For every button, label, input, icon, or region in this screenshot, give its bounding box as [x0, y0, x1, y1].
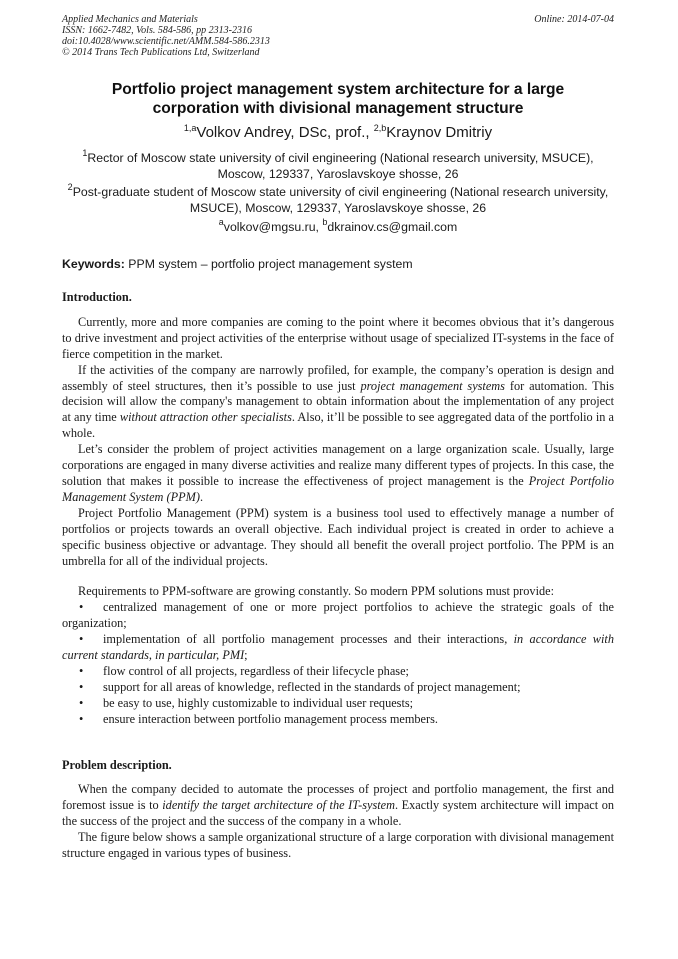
email-b[interactable]: dkrainov.cs@gmail.com: [327, 220, 458, 234]
affiliation-1: [62, 150, 614, 182]
intro-paragraph-4: Project Portfolio Management (PPM) system is a business tool used to effectively manage a number of portfolios or projects towards an overall objective. Each individual project is created in order to achieve a specific business objective or advantage. They should all benefit the overall project portfolio. The PPM is an umbrella for all of the individual projects.: [62, 505, 614, 568]
affiliation-2-superscript: 2: [67, 182, 73, 192]
journal-name: Applied Mechanics and Materials: [62, 14, 198, 25]
running-header: [62, 14, 614, 58]
section-heading-problem: Problem description.: [62, 757, 172, 772]
spacer: [62, 728, 614, 758]
affiliation-1-line-2: Moscow, 129337, Yaroslavskoye shosse, 26: [217, 167, 459, 181]
list-item: [62, 664, 614, 680]
author-2-superscript: 2,b: [373, 123, 387, 133]
list-item: [62, 632, 614, 664]
email-a[interactable]: volkov@mgsu.ru,: [223, 220, 323, 234]
title-line-1: Portfolio project management system architecture for a large: [111, 81, 565, 98]
email-a-superscript: a: [218, 217, 224, 227]
list-item: [62, 680, 614, 696]
affiliation-1-superscript: 1: [82, 148, 88, 158]
author-1-name: Volkov Andrey, DSc, prof.,: [196, 124, 374, 141]
problem-p1-italic: identify the target architecture of the IT-system: [162, 798, 396, 813]
intro-p3-text-b: .: [199, 489, 204, 504]
list-item-text: flow control of all projects, regardless of their lifecycle phase;: [103, 663, 409, 678]
list-item-italic: in accordance with current standards, in particular, PMI: [62, 632, 614, 663]
section-heading-introduction: Introduction.: [62, 290, 132, 304]
author-emails: [62, 219, 614, 235]
intro-paragraph-3: [62, 442, 614, 506]
affiliation-2-line-2: MSUCE), Moscow, 129337, Yaroslavskoye shosse, 26: [189, 201, 487, 215]
bullet-icon: •: [79, 695, 84, 710]
author-2-name: Kraynov Dmitriy: [386, 124, 493, 141]
requirements-intro: Requirements to PPM-software are growing constantly. So modern PPM solutions must provide:: [78, 584, 555, 599]
intro-paragraph-1: Currently, more and more companies are coming to the point where it becomes obvious that it’s dangerous to drive investment and project activities of the enterprise without usage of specialized IT-systems in the face of fierce competition in the market.: [62, 314, 614, 361]
spacer: [62, 569, 614, 584]
affiliation-2: [62, 184, 614, 216]
intro-p2-italic-1: project management systems: [360, 378, 505, 393]
problem-paragraph-1: [62, 782, 614, 830]
list-item: [62, 712, 614, 728]
author-list: [62, 124, 614, 142]
intro-p2-text-b: for automation. This decision will allow the company's management to obtain information about the implementation of any project at any time: [62, 378, 614, 425]
list-item-text: implementation of all portfolio management processes and their interactions,: [103, 632, 514, 647]
email-b-superscript: b: [322, 217, 328, 227]
keywords-text: PPM system – portfolio project management system: [124, 257, 413, 271]
problem-p1-text-b: . Exactly system architecture will impact on the success of the project and the success of the company in a whole.: [62, 798, 615, 829]
bullet-icon: •: [79, 679, 84, 694]
online-date: Online: 2014-07-04: [534, 14, 614, 25]
keywords-line: [62, 256, 614, 272]
doi: doi:10.4028/www.scientific.net/AMM.584-586.2313: [62, 36, 270, 47]
intro-p2-text-c: . Also, it’ll be possible to see aggregated data of the portfolio in a whole.: [62, 410, 614, 441]
problem-paragraph-2: The figure below shows a sample organizational structure of a large corporation with divisional management structure engaged in various types of business.: [62, 830, 614, 861]
intro-paragraph-2: [62, 363, 614, 443]
title-line-2: corporation with divisional management structure: [152, 100, 524, 117]
bullet-icon: •: [79, 632, 84, 647]
intro-p3-text-a: Let’s consider the problem of project activities management on a large organization scale. Usually, large corporations are engaged in many diverse activities and realize many different types of projects. In this case, the solution that makes it possible to increase the effectiveness of project management is the: [62, 442, 614, 488]
intro-p2-italic-2: without attraction other specialists: [119, 410, 292, 425]
copyright: © 2014 Trans Tech Publications Ltd, Switzerland: [62, 47, 260, 58]
list-item: [62, 600, 614, 632]
list-item-text: centralized management of one or more project portfolios to achieve the strategic goals of the organization;: [62, 600, 614, 631]
author-1-superscript: 1,a: [183, 123, 197, 133]
list-item-text: ensure interaction between portfolio management process members.: [103, 711, 438, 726]
list-item-text: support for all areas of knowledge, reflected in the standards of project management;: [103, 679, 521, 694]
intro-p2-text-a: If the activities of the company are narrowly profiled, for example, the company’s operation is design and assembly of steel structures, then it’s possible to use just: [62, 362, 614, 393]
list-item: [62, 696, 614, 712]
bullet-icon: •: [79, 663, 84, 678]
affiliation-2-line-1: Post-graduate student of Moscow state university of civil engineering (National research university,: [72, 185, 609, 199]
keywords-label: Keywords:: [62, 257, 125, 271]
paper-title: [62, 80, 614, 118]
list-item-text: ;: [244, 648, 248, 663]
bullet-icon: •: [79, 600, 84, 615]
list-item-text: be easy to use, highly customizable to individual user requests;: [103, 695, 414, 710]
issn: ISSN: 1662-7482, Vols. 584-586, pp 2313-2316: [62, 25, 252, 36]
problem-p1-text-a: When the company decided to automate the processes of project and portfolio management, the first and foremost issue is to: [62, 782, 614, 813]
affiliation-1-line-1: Rector of Moscow state university of civil engineering (National research university, MSUCE),: [87, 151, 594, 165]
intro-p3-italic: Project Portfolio Management System (PPM): [62, 473, 614, 504]
bullet-icon: •: [79, 711, 84, 726]
paper-body: [62, 290, 614, 862]
